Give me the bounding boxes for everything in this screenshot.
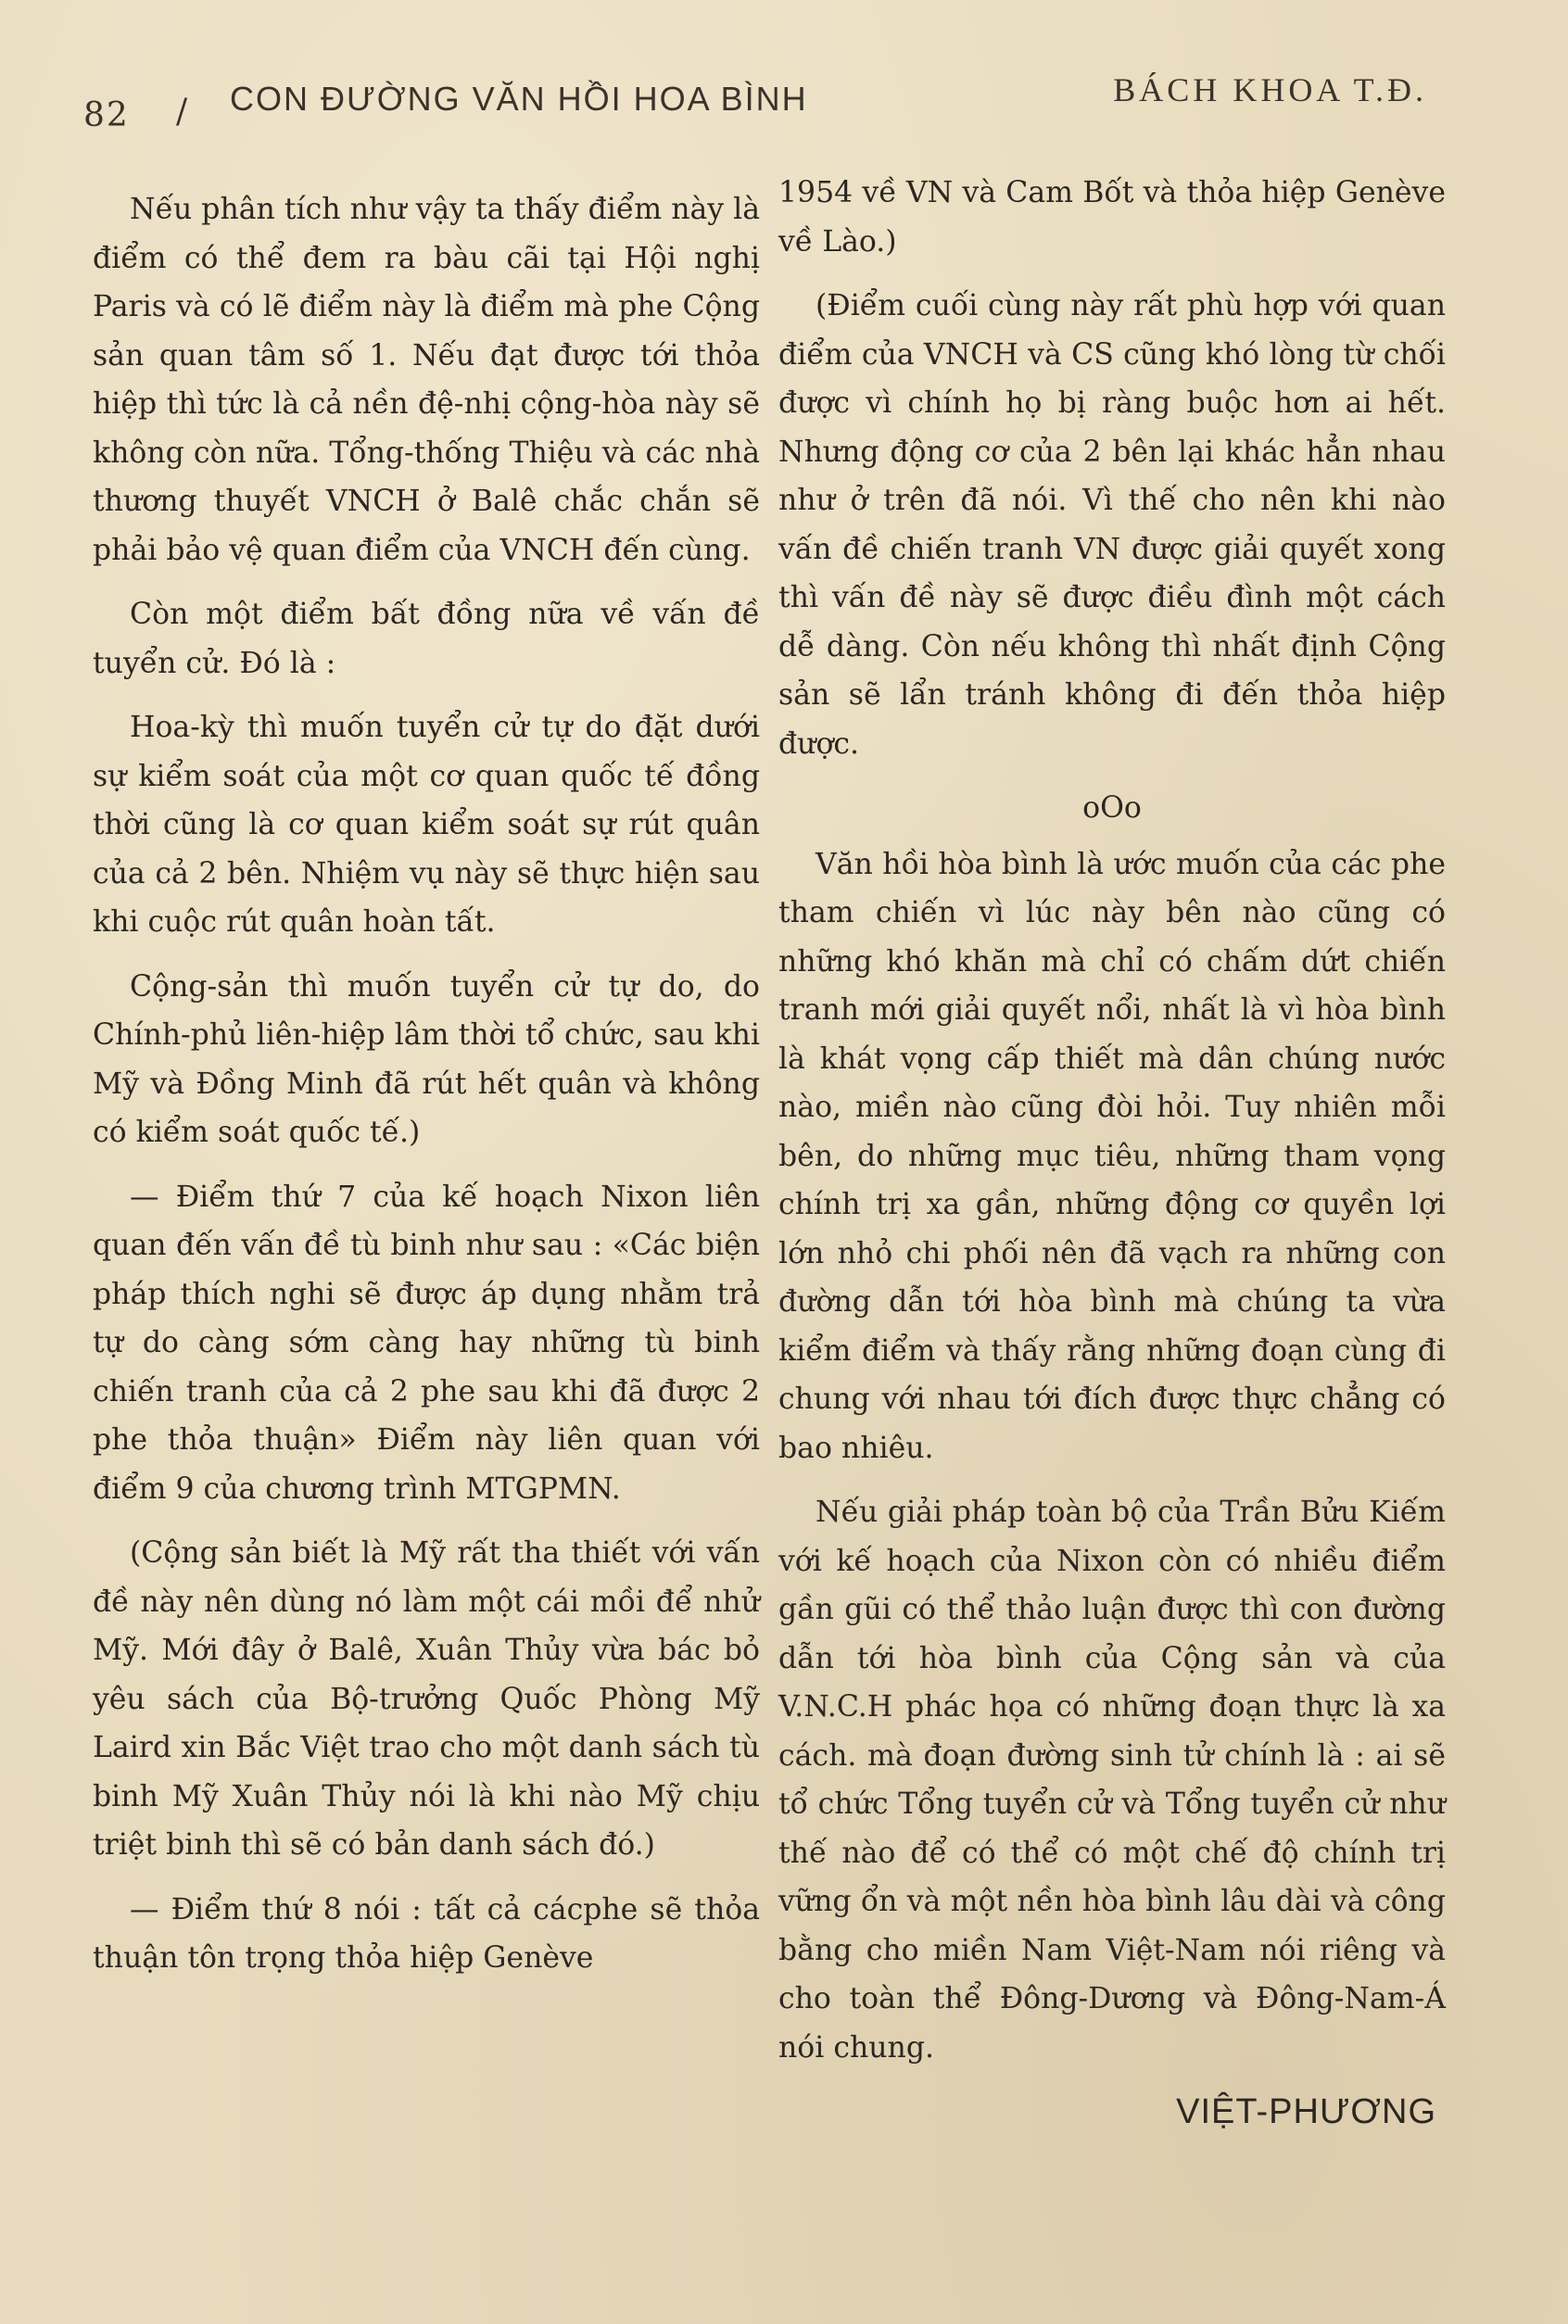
page-header: [83, 71, 1427, 139]
right-column: [778, 169, 1446, 2137]
left-column: [93, 185, 760, 1999]
page-number: 82: [83, 96, 130, 134]
paragraph: Cộng-sản thì muốn tuyển cử tự do, do Chính-phủ liên-hiệp lâm thời tổ chức, sau khi Mỹ và Đồng Minh đã rút hết quân và không có kiểm soát quốc tế.): [93, 969, 760, 1149]
paragraph: (Cộng sản biết là Mỹ rất tha thiết với vấn đề này nên dùng nó làm một cái mồi để nhử Mỹ. Mới đây ở Balê, Xuân Thủy vừa bác bỏ yêu sách của Bộ-trưởng Quốc Phòng Mỹ Laird xin Bắc Việt trao cho một danh sách tù binh Mỹ Xuân Thủy nói là khi nào Mỹ chịu triệt binh thì sẽ có bản danh sách đó.): [93, 1536, 760, 1862]
paragraph: Hoa-kỳ thì muốn tuyển cử tự do đặt dưới sự kiểm soát của một cơ quan quốc tế đồng thời cũng là cơ quan kiểm soát sự rút quân của cả 2 bên. Nhiệm vụ này sẽ thực hiện sau khi cuộc rút quân hoàn tất.: [93, 711, 760, 939]
paragraph: Nếu phân tích như vậy ta thấy điểm này là điểm có thể đem ra bàu cãi tại Hội nghị Paris và có lẽ điểm này là điểm mà phe Cộng sản quan tâm số 1. Nếu đạt được tới thỏa hiệp thì tức là cả nền đệ-nhị cộng-hòa này sẽ không còn nữa. Tổng-thống Thiệu và các nhà thương thuyết VNCH ở Balê chắc chắn sẽ phải bảo vệ quan điểm của VNCH đến cùng.: [93, 193, 760, 567]
paragraph: Còn một điểm bất đồng nữa về vấn đề tuyển cử. Đó là :: [93, 598, 760, 680]
paragraph: Văn hồi hòa bình là ước muốn của các phe tham chiến vì lúc này bên nào cũng có những khó khăn mà chỉ có chấm dứt chiến tranh mới giải quyết nổi, nhất là vì hòa bình là khát vọng cấp thiết mà dân chúng nước nào, miền nào cũng đòi hỏi. Tuy nhiên mỗi bên, do những mục tiêu, những tham vọng chính trị xa gần, những động cơ quyền lợi lớn nhỏ chi phối nên đã vạch ra những con đường dẫn tới hòa bình mà chúng ta vừa kiểm điểm và thấy rằng những đoạn cùng đi chung với nhau tới đích được thực chẳng có bao nhiêu.: [778, 847, 1446, 1465]
section-separator: oOo: [1082, 791, 1142, 825]
magazine-name: BÁCH KHOA T.Đ.: [1113, 71, 1427, 108]
header-separator: /: [176, 93, 190, 131]
paragraph: — Điểm thứ 7 của kế hoạch Nixon liên quan đến vấn đề tù binh như sau : «Các biện pháp thích nghi sẽ được áp dụng nhằm trả tự do càng sớm càng hay những tù binh chiến tranh của cả 2 phe sau khi đã được 2 phe thỏa thuận» Điểm này liên quan với điểm 9 của chương trình MTGPMN.: [93, 1180, 760, 1506]
author-signature: VIỆT-PHƯƠNG: [1176, 2092, 1436, 2131]
paragraph: (Điểm cuối cùng này rất phù hợp với quan điểm của VNCH và CS cũng khó lòng từ chối được vì chính họ bị ràng buộc hơn ai hết. Nhưng động cơ của 2 bên lại khác hẳn nhau như ở trên đã nói. Vì thế cho nên khi nào vấn đề chiến tranh VN được giải quyết xong thì vấn đề này sẽ được điều đình một cách dễ dàng. Còn nếu không thì nhất định Cộng sản sẽ lẩn tránh không đi đến thỏa hiệp được.: [778, 289, 1446, 761]
paragraph: Nếu giải pháp toàn bộ của Trần Bửu Kiếm với kế hoạch của Nixon còn có nhiều điểm gần gũi có thể thảo luận được thì con đường dẫn tới hòa bình của Cộng sản và của V.N.C.H phác họa có những đoạn thực là xa cách. mà đoạn đường sinh tử chính là : ai sẽ tổ chức Tổng tuyển cử và Tổng tuyển cử như thế nào để có thể có một chế độ chính trị vững ổn và một nền hòa bình lâu dài và công bằng cho miền Nam Việt-Nam nói riêng và cho toàn thể Đông-Dương và Đông-Nam-Á nói chung.: [778, 1496, 1446, 2065]
paragraph: — Điểm thứ 8 nói : tất cả cácphe sẽ thỏa thuận tôn trọng thỏa hiệp Genève: [93, 1892, 760, 1975]
article-title: CON ĐƯỜNG VĂN HỒI HOA BÌNH: [230, 80, 808, 118]
paragraph-continuation: 1954 về VN và Cam Bốt và thỏa hiệp Genève về Lào.): [778, 176, 1446, 259]
